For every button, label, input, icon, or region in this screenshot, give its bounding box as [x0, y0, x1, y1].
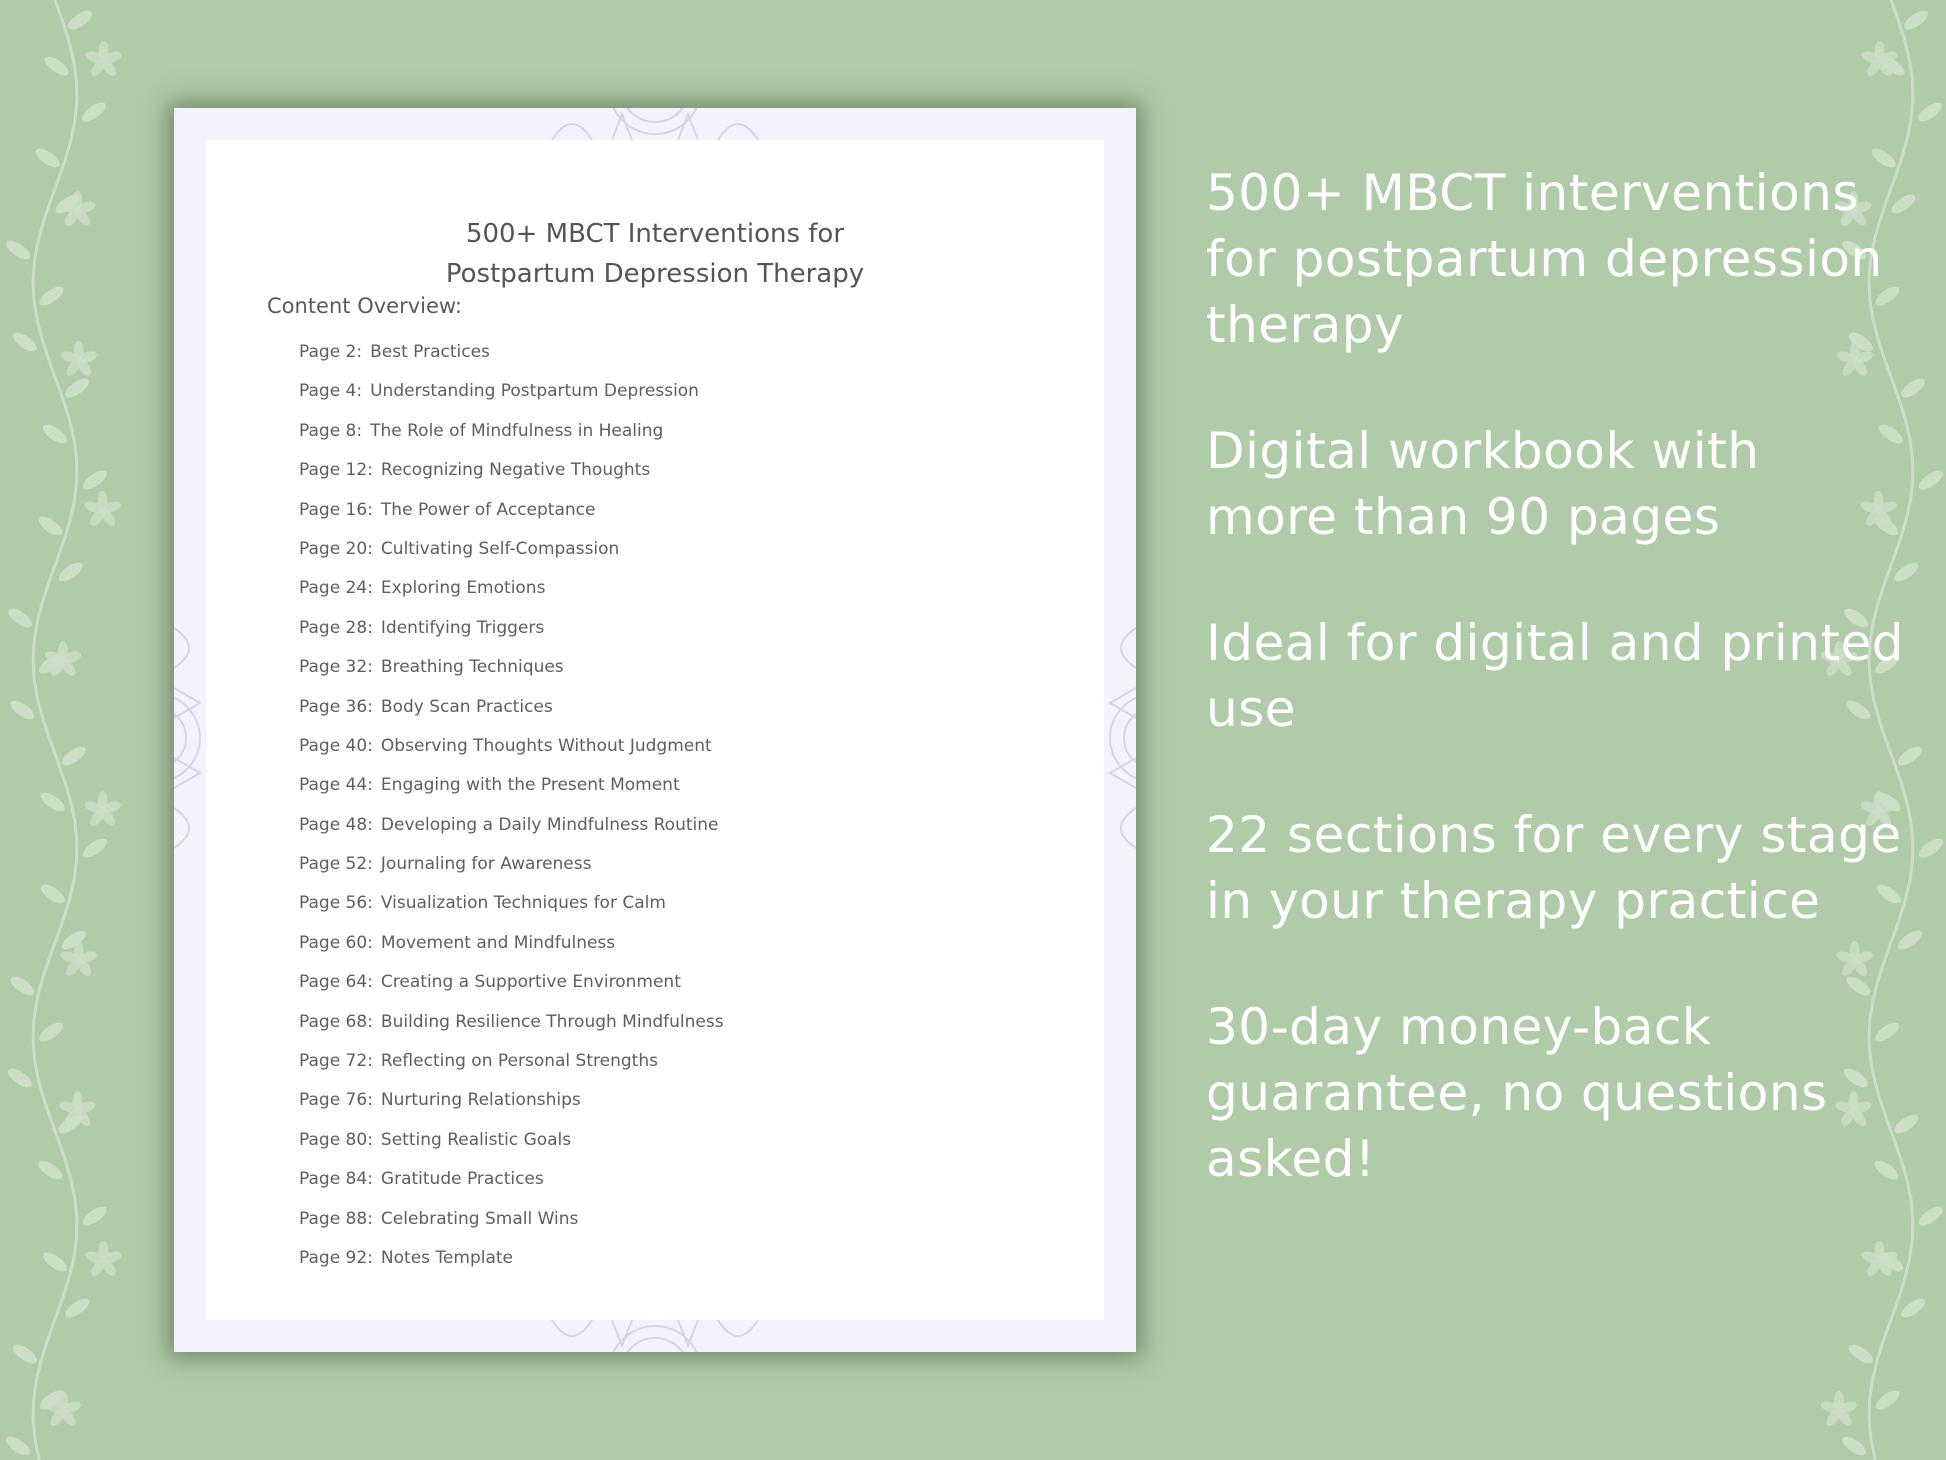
toc-page-number: Page 60:	[299, 932, 373, 953]
toc-item	[299, 1051, 724, 1090]
toc-item	[299, 342, 724, 381]
toc-section-title: Celebrating Small Wins	[380, 1208, 579, 1229]
toc-page-number: Page 40:	[299, 735, 373, 756]
toc-section-title: Engaging with the Present Moment	[380, 775, 680, 796]
toc-page-number: Page 72:	[299, 1051, 373, 1072]
toc-item	[299, 578, 724, 617]
mandala-bottom-icon	[512, 1320, 798, 1352]
toc-item	[299, 539, 724, 578]
toc-section-title: Developing a Daily Mindfulness Routine	[380, 814, 719, 835]
toc-section-title: Recognizing Negative Thoughts	[380, 460, 651, 481]
toc-page-number: Page 2:	[299, 342, 363, 362]
feature-list	[1206, 160, 1906, 1252]
feature-text: 22 sections for every stage in your therapy practice	[1206, 806, 1902, 930]
toc-section-title: Nurturing Relationships	[380, 1090, 581, 1111]
toc-page-number: Page 16:	[299, 499, 373, 520]
toc-page-number: Page 84:	[299, 1169, 373, 1190]
feature-text: 500+ MBCT interventions for postpartum depression therapy	[1206, 164, 1883, 354]
toc-item	[299, 736, 724, 775]
table-of-contents	[299, 342, 724, 1287]
feature-text: Digital workbook with more than 90 pages	[1206, 422, 1760, 546]
toc-section-title: Cultivating Self-Compassion	[380, 538, 620, 559]
document-preview	[174, 108, 1136, 1352]
toc-item	[299, 657, 724, 696]
toc-section-title: Body Scan Practices	[380, 696, 553, 717]
toc-section-title: Creating a Supportive Environment	[380, 972, 681, 993]
toc-item	[299, 618, 724, 657]
toc-item	[299, 1012, 724, 1051]
toc-page-number: Page 20:	[299, 538, 373, 559]
toc-page-number: Page 52:	[299, 854, 373, 875]
toc-section-title: Best Practices	[370, 342, 490, 362]
toc-section-title: Understanding Postpartum Depression	[370, 381, 699, 402]
toc-item	[299, 972, 724, 1011]
toc-page-number: Page 28:	[299, 617, 373, 638]
document-content	[206, 140, 1104, 1320]
toc-item	[299, 775, 724, 814]
toc-page-number: Page 92:	[299, 1247, 373, 1268]
document-title	[206, 214, 1104, 294]
toc-item	[299, 1090, 724, 1129]
toc-item	[299, 460, 724, 499]
toc-page-number: Page 8:	[299, 420, 363, 441]
toc-page-number: Page 32:	[299, 657, 373, 678]
floral-vine-left-icon	[0, 0, 150, 1460]
toc-item	[299, 1209, 724, 1248]
toc-section-title: The Power of Acceptance	[380, 499, 596, 520]
toc-item	[299, 1169, 724, 1208]
toc-section-title: Reflecting on Personal Strengths	[380, 1051, 658, 1072]
toc-section-title: The Role of Mindfulness in Healing	[370, 420, 664, 441]
toc-page-number: Page 36:	[299, 696, 373, 717]
toc-page-number: Page 44:	[299, 775, 373, 796]
mandala-left-icon	[174, 608, 206, 868]
toc-page-number: Page 88:	[299, 1208, 373, 1229]
toc-page-number: Page 64:	[299, 972, 373, 993]
toc-item	[299, 381, 724, 420]
toc-page-number: Page 12:	[299, 460, 373, 481]
toc-section-title: Setting Realistic Goals	[380, 1129, 572, 1150]
toc-section-title: Gratitude Practices	[380, 1169, 544, 1190]
toc-section-title: Breathing Techniques	[380, 657, 564, 678]
toc-item	[299, 854, 724, 893]
toc-page-number: Page 56:	[299, 893, 373, 914]
toc-page-number: Page 80:	[299, 1129, 373, 1150]
feature-text: Ideal for digital and printed use	[1206, 614, 1905, 738]
feature-text: 30-day money-back guarantee, no questions asked!	[1206, 998, 1828, 1188]
toc-item	[299, 421, 724, 460]
toc-page-number: Page 76:	[299, 1090, 373, 1111]
content-overview-label: Content Overview:	[267, 294, 462, 318]
toc-page-number: Page 68:	[299, 1011, 373, 1032]
document-title-line-2: Postpartum Depression Therapy	[445, 259, 865, 289]
toc-section-title: Journaling for Awareness	[380, 854, 592, 875]
toc-item	[299, 697, 724, 736]
toc-item	[299, 815, 724, 854]
mandala-right-icon	[1104, 608, 1136, 868]
toc-item	[299, 933, 724, 972]
toc-page-number: Page 48:	[299, 814, 373, 835]
mandala-top-icon	[512, 108, 798, 140]
toc-item	[299, 893, 724, 932]
document-title-line-1: 500+ MBCT Interventions for	[465, 219, 845, 249]
toc-section-title: Observing Thoughts Without Judgment	[380, 735, 712, 756]
toc-section-title: Identifying Triggers	[380, 617, 545, 638]
toc-section-title: Visualization Techniques for Calm	[380, 893, 666, 914]
toc-item	[299, 500, 724, 539]
toc-section-title: Exploring Emotions	[380, 578, 546, 599]
toc-section-title: Notes Template	[380, 1247, 513, 1268]
toc-section-title: Movement and Mindfulness	[380, 932, 616, 953]
toc-section-title: Building Resilience Through Mindfulness	[380, 1011, 724, 1032]
toc-page-number: Page 4:	[299, 381, 363, 402]
toc-page-number: Page 24:	[299, 578, 373, 599]
toc-item	[299, 1130, 724, 1169]
toc-item	[299, 1248, 724, 1287]
